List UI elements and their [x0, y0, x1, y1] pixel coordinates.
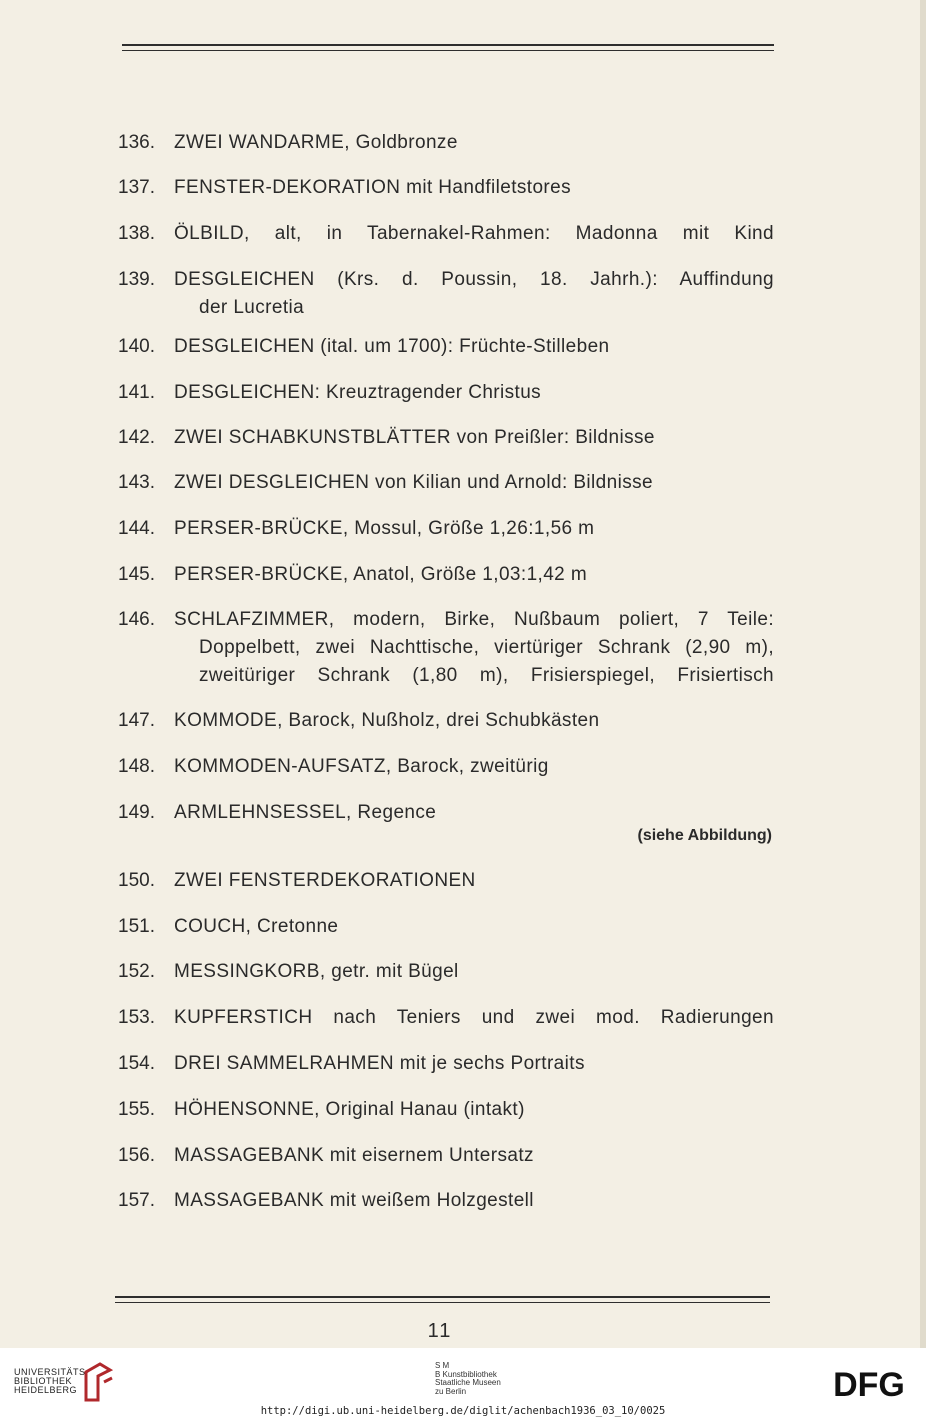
entry-text: COUCH, Cretonne: [174, 916, 339, 937]
source-url-link[interactable]: http://digi.ub.uni-heidelberg.de/diglit/achenbach1936_03_10/0025: [260, 1405, 666, 1417]
entry-number: 137.: [118, 177, 155, 198]
page-number: 11: [427, 1320, 453, 1342]
entry-text: FENSTER-DEKORATION mit Handfiletstores: [174, 177, 572, 198]
illustration-note: (siehe Abbildung): [637, 827, 772, 844]
entry-text: DESGLEICHEN (ital. um 1700): Früchte-Stilleben: [174, 336, 610, 357]
entry-text-continued: zweitüriger Schrank (1,80 m), Frisierspiegel, Frisiertisch: [199, 665, 774, 686]
entry-number: 154.: [118, 1053, 155, 1074]
dfg-logo-icon: [823, 1368, 915, 1400]
entry-text: HÖHENSONNE, Original Hanau (intakt): [174, 1099, 525, 1120]
university-line: UNIVERSITÄTS-: [14, 1367, 90, 1377]
entry-text: DESGLEICHEN: Kreuztragender Christus: [174, 382, 542, 403]
entry-number: 138.: [118, 223, 155, 244]
entry-text: PERSER-BRÜCKE, Mossul, Größe 1,26:1,56 m: [174, 518, 595, 539]
entry-number: 153.: [118, 1007, 155, 1028]
entry-text: DREI SAMMELRAHMEN mit je sechs Portraits: [174, 1053, 585, 1074]
university-line: BIBLIOTHEK: [14, 1376, 73, 1386]
entry-number: 157.: [118, 1190, 155, 1211]
university-line: HEIDELBERG: [14, 1385, 78, 1395]
entry-text: ZWEI FENSTERDEKORATIONEN: [174, 870, 476, 891]
entry-number: 140.: [118, 336, 155, 357]
museum-line: B Kunstbibliothek: [435, 1369, 497, 1379]
entry-text: ARMLEHNSESSEL, Regence: [174, 802, 437, 823]
entry-text: KOMMODEN-AUFSATZ, Barock, zweitürig: [174, 756, 549, 777]
university-logo-icon: [82, 1362, 114, 1402]
entry-text-continued: Doppelbett, zwei Nachttische, viertüriger Schrank (2,90 m),: [199, 637, 774, 658]
museum-label: [435, 1362, 501, 1396]
university-library-label: [14, 1368, 89, 1395]
entry-number: 156.: [118, 1145, 155, 1166]
entry-number: 144.: [118, 518, 155, 539]
entry-number: 147.: [118, 710, 155, 731]
page-edge: [920, 0, 926, 1348]
entry-text: ZWEI WANDARME, Goldbronze: [174, 132, 458, 153]
entry-text: PERSER-BRÜCKE, Anatol, Größe 1,03:1,42 m: [174, 564, 588, 585]
entry-number: 152.: [118, 961, 155, 982]
entry-number: 146.: [118, 609, 155, 630]
entry-text: MASSAGEBANK mit eisernem Untersatz: [174, 1145, 534, 1166]
entry-number: 145.: [118, 564, 155, 585]
entry-number: 143.: [118, 472, 155, 493]
entry-text: ZWEI DESGLEICHEN von Kilian und Arnold: Bildnisse: [174, 472, 653, 493]
entry-text-continued: der Lucretia: [199, 297, 305, 318]
entry-text: MASSAGEBANK mit weißem Holzgestell: [174, 1190, 534, 1211]
dfg-logo-text: DFG: [833, 1368, 905, 1400]
entry-text: ÖLBILD, alt, in Tabernakel-Rahmen: Madonna mit Kind: [174, 223, 774, 244]
entry-number: 139.: [118, 269, 155, 290]
entry-text: SCHLAFZIMMER, modern, Birke, Nußbaum poliert, 7 Teile:: [174, 609, 774, 630]
entry-number: 150.: [118, 870, 155, 891]
entry-text: KOMMODE, Barock, Nußholz, drei Schubkästen: [174, 710, 600, 731]
museum-line: S M: [435, 1361, 450, 1370]
entry-number: 142.: [118, 427, 155, 448]
entry-number: 149.: [118, 802, 155, 823]
entry-number: 155.: [118, 1099, 155, 1120]
entry-number: 136.: [118, 132, 155, 153]
museum-line: Staatliche Museen: [435, 1378, 501, 1387]
entry-text: KUPFERSTICH nach Teniers und zwei mod. Radierungen: [174, 1007, 774, 1028]
bottom-rule: [115, 1296, 770, 1303]
entry-number: 141.: [118, 382, 155, 403]
entry-text: ZWEI SCHABKUNSTBLÄTTER von Preißler: Bildnisse: [174, 427, 655, 448]
museum-line: zu Berlin: [435, 1386, 467, 1396]
entry-number: 151.: [118, 916, 155, 937]
entry-text: DESGLEICHEN (Krs. d. Poussin, 18. Jahrh.): Auffindung: [174, 269, 774, 290]
entry-number: 148.: [118, 756, 155, 777]
top-rule: [122, 44, 774, 51]
entry-text: MESSINGKORB, getr. mit Bügel: [174, 961, 459, 982]
